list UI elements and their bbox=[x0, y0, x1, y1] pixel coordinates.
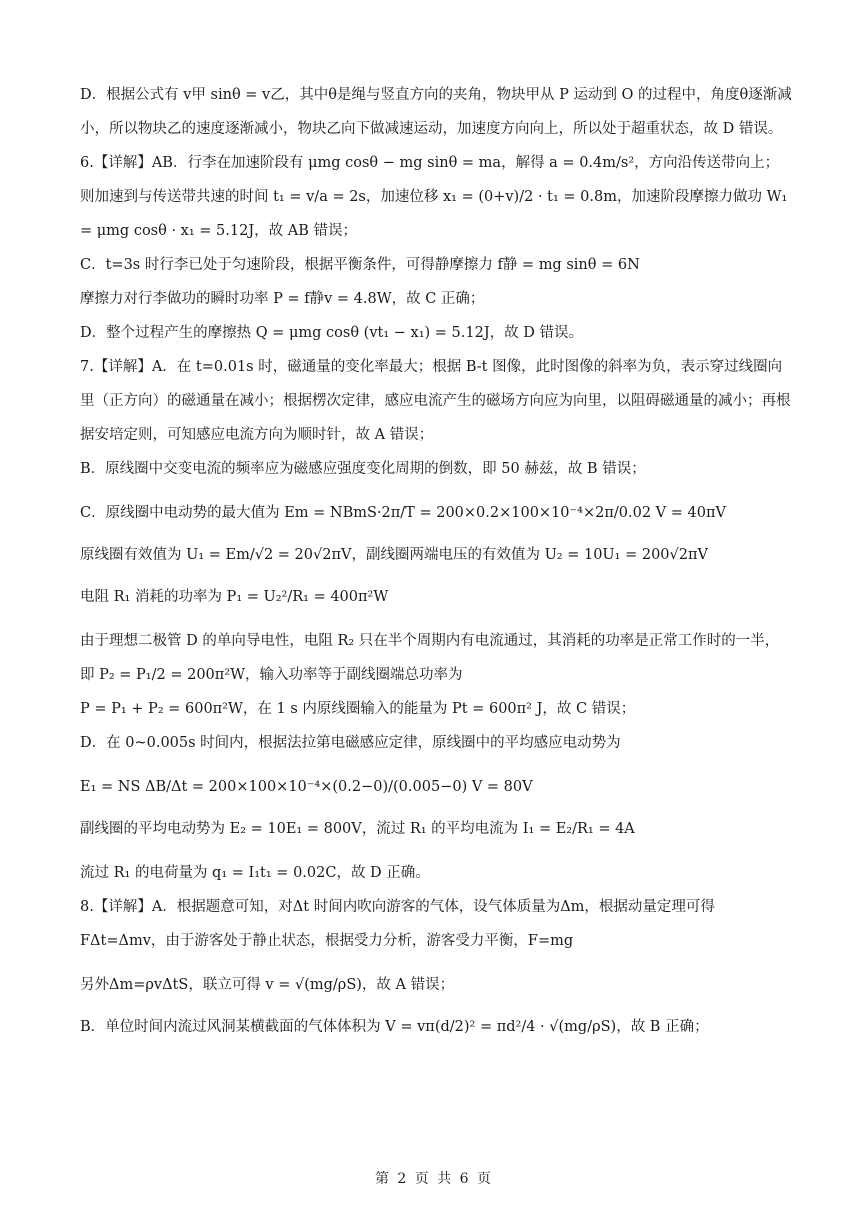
paragraph-q7-c-rms: 原线圈有效值为 U₁ = Em/√2 = 20√2πV，副线圈两端电压的有效值为 U₂ = 10U₁ = 200√2πV bbox=[80, 547, 708, 563]
paragraph-q7-c-diode: 由于理想二极管 D 的单向导电性，电阻 R₂ 只在半个周期内有电流通过，其消耗的功率是正常工作时的一半，即 P₂ = P₁/2 = 200π²W，输入功率等于副线圈端总功率为 bbox=[80, 633, 780, 683]
paragraph-q7-a: 7.【详解】A．在 t=0.01s 时，磁通量的变化率最大；根据 B-t 图像，此时图像的斜率为负，表示穿过线圈向里（正方向）的磁通量在减小；根据楞次定律，感应电流产生的磁场方向应为向里，以阻碍磁通量的减小；再根据安培定则，可知感应电流方向为顺时针，故 A 错误； bbox=[80, 359, 791, 443]
paragraph-q6-d: D．整个过程产生的摩擦热 Q = μmg cosθ (vt₁ − x₁) = 5.12J，故 D 错误。 bbox=[80, 325, 583, 341]
paragraph-q7-d-charge: 流过 R₁ 的电荷量为 q₁ = I₁t₁ = 0.02C，故 D 正确。 bbox=[80, 865, 430, 881]
paragraph-q8-a: 8.【详解】A．根据题意可知，对Δt 时间内吹向游客的气体，设气体质量为Δm，根据动量定理可得 FΔt=Δmv，由于游客处于静止状态，根据受力分析，游客受力平衡，F=mg bbox=[80, 899, 715, 949]
paragraph-q6-ab: 6.【详解】AB．行李在加速阶段有 μmg cosθ − mg sinθ = ma，解得 a = 0.4m/s²，方向沿传送带向上；则加速到与传送带共速的时间 t₁ = v/a = 2s，加速位移 x₁ = (0+v)/2 · t₁ = 0.8m，加速阶段摩擦力做功 W₁ = μmg cosθ · x₁ = 5.12J，故 AB 错误； bbox=[80, 155, 788, 239]
paragraph-q7-d: D．在 0~0.005s 时间内，根据法拉第电磁感应定律，原线圈中的平均感应电动势为 bbox=[80, 735, 621, 751]
paragraph-1d: D．根据公式有 v甲 sinθ = v乙，其中θ是绳与竖直方向的夹角，物块甲从 P 运动到 O 的过程中，角度θ逐渐减小，所以物块乙的速度逐渐减小，物块乙向下做减速运动，加速度方向向上，所以处于超重状态，故 D 错误。 bbox=[80, 87, 792, 137]
paragraph-q7-d-emf: E₁ = NS ΔB/Δt = 200×100×10⁻⁴×(0.2−0)/(0.005−0) V = 80V bbox=[80, 779, 533, 795]
paragraph-q6-c-power: 摩擦力对行李做功的瞬时功率 P = f静v = 4.8W，故 C 正确； bbox=[80, 291, 485, 307]
paragraph-q8-b: B．单位时间内流过风洞某横截面的气体体积为 V = vπ(d/2)² = πd²/4 · √(mg/ρS)，故 B 正确； bbox=[80, 1019, 709, 1035]
paragraph-q7-c-p1: 电阻 R₁ 消耗的功率为 P₁ = U₂²/R₁ = 400π²W bbox=[80, 589, 389, 605]
paragraph-q7-d-current: 副线圈的平均电动势为 E₂ = 10E₁ = 800V，流过 R₁ 的平均电流为 I₁ = E₂/R₁ = 4A bbox=[80, 821, 635, 837]
paragraph-q7-c-emax: C．原线圈中电动势的最大值为 Em = NBmS·2π/T = 200×0.2×100×10⁻⁴×2π/0.02 V = 40πV bbox=[80, 505, 726, 521]
paragraph-q8-a-velocity: 另外Δm=ρvΔtS，联立可得 v = √(mg/ρS)，故 A 错误； bbox=[80, 977, 455, 993]
page-footer: 第 2 页 共 6 页 bbox=[374, 1171, 494, 1187]
document-body bbox=[80, 78, 792, 1054]
paragraph-q6-c: C．t=3s 时行李已处于匀速阶段，根据平衡条件，可得静摩擦力 f静 = mg sinθ = 6N bbox=[80, 257, 640, 273]
paragraph-q7-b: B．原线圈中交变电流的频率应为磁感应强度变化周期的倒数，即 50 赫兹，故 B 错误； bbox=[80, 461, 646, 477]
paragraph-q7-c-total: P = P₁ + P₂ = 600π²W，在 1 s 内原线圈输入的能量为 Pt = 600π² J，故 C 错误； bbox=[80, 701, 636, 717]
